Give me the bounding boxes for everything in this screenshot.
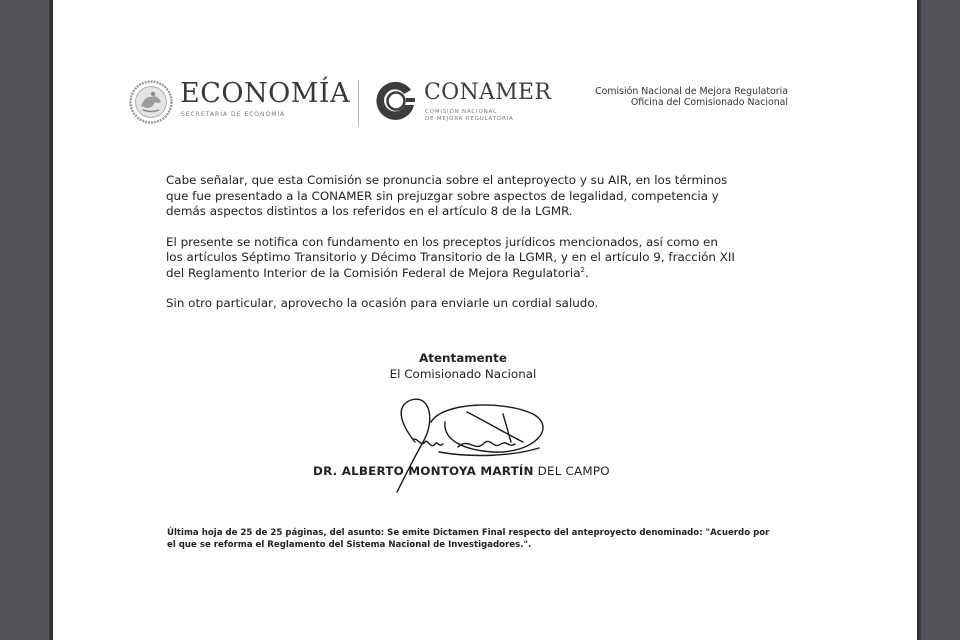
paragraph-disclaimer [166,173,796,220]
paragraph-legal-basis [166,235,796,282]
signer-title: El Comisionado Nacional [389,367,537,381]
conamer-logo-subtitle [425,109,514,123]
text-line: que fue presentado a la CONAMER sin prejuzgar sobre aspectos de legalidad, competencia y [166,188,719,203]
conamer-logo-icon [373,78,419,124]
economia-logo-subtitle: SECRETARÍA DE ECONOMÍA [181,111,286,118]
conamer-subtitle-line1: COMISIÓN NACIONAL [425,109,497,115]
text-line: demás aspectos distintos a los referidos en el artículo 8 de la LGMR. [166,204,573,218]
logo-divider [358,80,359,126]
conamer-subtitle-line2: DE MEJORA REGULATORIA [425,116,514,122]
viewer-gutter-right [917,0,921,640]
paragraph-farewell [166,296,796,312]
footnote-marker: 2 [580,265,585,274]
mexican-coat-of-arms-seal-icon [129,80,173,124]
office-name: Oficina del Comisionado Nacional [630,97,788,108]
signer-name-regular: DEL CAMPO [533,464,610,478]
text-line: El presente se notifica con fundamento en los preceptos jurídicos mencionados, así como en [166,234,718,249]
handwritten-signature-icon [383,392,553,500]
footnote-line: Última hoja de 25 de 25 páginas, del asunto: Se emite Dictamen Final respecto del anteproyecto denominado: "Acuerdo por [167,528,770,538]
letterhead [53,0,917,140]
economia-logo-text: ECONOMÍA [180,78,351,109]
org-name: Comisión Nacional de Mejora Regulatoria [595,86,788,97]
signer-name-bold: DR. ALBERTO MONTOYA MARTÍN [313,464,534,478]
document-page [53,0,917,640]
text-line: Cabe señalar, que esta Comisión se pronuncia sobre el anteproyecto y su AIR, en los términos [166,173,728,187]
text-line [166,266,796,282]
office-heading [595,86,788,108]
page-footnote [167,527,807,551]
text-line: los artículos Séptimo Transitorio y Décimo Transitorio de la LGMR, y en el artículo 9, fracción XII [166,250,735,264]
signer-name [313,464,610,478]
conamer-logo-text: CONAMER [424,80,552,105]
text-line: Sin otro particular, aprovecho la ocasión para enviarle un cordial saludo. [166,296,599,310]
footnote-line: el que se reforma el Reglamento del Sistema Nacional de Investigadores.". [167,540,532,550]
salutation: Atentamente [419,351,507,365]
closing-block [293,350,633,382]
letter-body [166,173,796,327]
text-trailing: . [584,265,589,280]
text-line-content: del Reglamento Interior de la Comisión Federal de Mejora Regulatoria [166,265,581,280]
